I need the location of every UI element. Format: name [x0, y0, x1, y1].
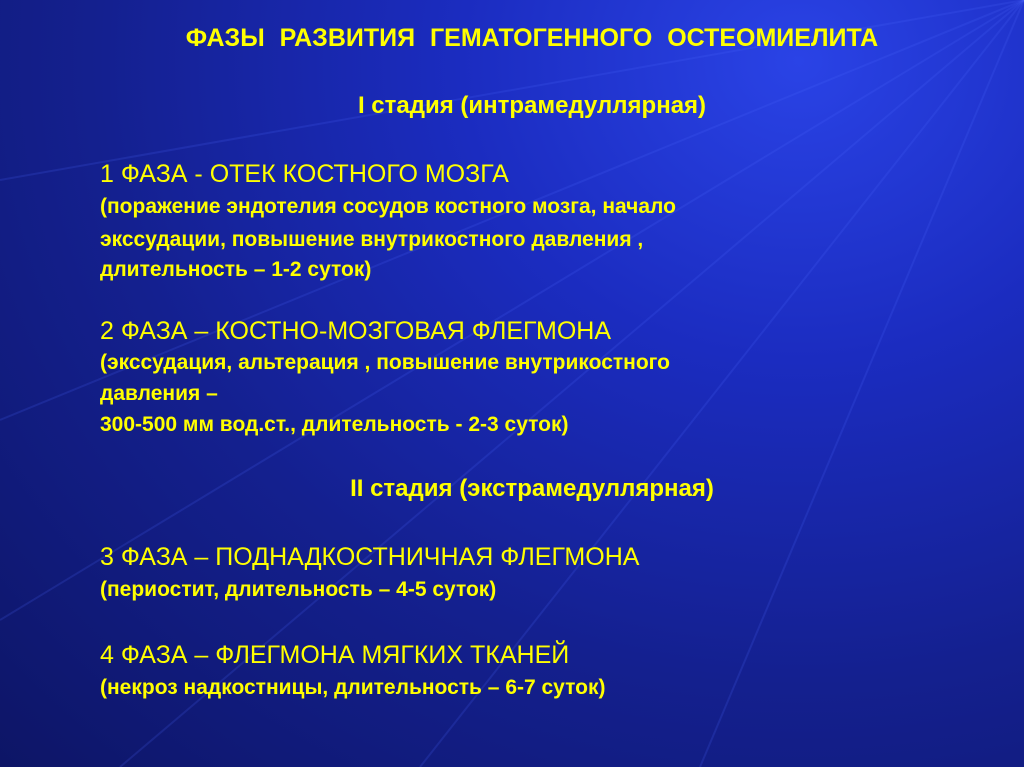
phase-2-detail-line-1: (экссудация, альтерация , повышение внутрикостного [100, 351, 670, 374]
phase-1-detail-line-1: (поражение эндотелия сосудов костного мозга, начало [100, 195, 676, 218]
phase-3-detail-line-1: (периостит, длительность – 4-5 суток) [100, 578, 497, 601]
phase-4-heading: 4 ФАЗА – ФЛЕГМОНА МЯГКИХ ТКАНЕЙ [100, 641, 570, 669]
phase-4-detail-line-1: (некроз надкостницы, длительность – 6-7 суток) [100, 676, 606, 699]
stage-2-heading: II стадия (экстрамедуллярная) [350, 475, 714, 502]
stage-1-heading: I стадия (интрамедуллярная) [357, 92, 707, 119]
slide-title: ФАЗЫ РАЗВИТИЯ ГЕМАТОГЕННОГО ОСТЕОМИЕЛИТА [185, 24, 879, 52]
phase-1-heading: 1 ФАЗА - ОТЕК КОСТНОГО МОЗГА [100, 160, 509, 188]
phase-1-detail-line-2: экссудации, повышение внутрикостного давления , [100, 228, 644, 251]
phase-2-detail-line-2: давления – [100, 382, 218, 405]
phase-3-heading: 3 ФАЗА – ПОДНАДКОСТНИЧНАЯ ФЛЕГМОНА [100, 543, 640, 571]
phase-2-heading: 2 ФАЗА – КОСТНО-МОЗГОВАЯ ФЛЕГМОНА [100, 317, 612, 345]
phase-1-detail-line-3: длительность – 1-2 суток) [100, 258, 372, 281]
phase-2-detail-line-3: 300-500 мм вод.ст., длительность - 2-3 суток) [100, 413, 569, 436]
